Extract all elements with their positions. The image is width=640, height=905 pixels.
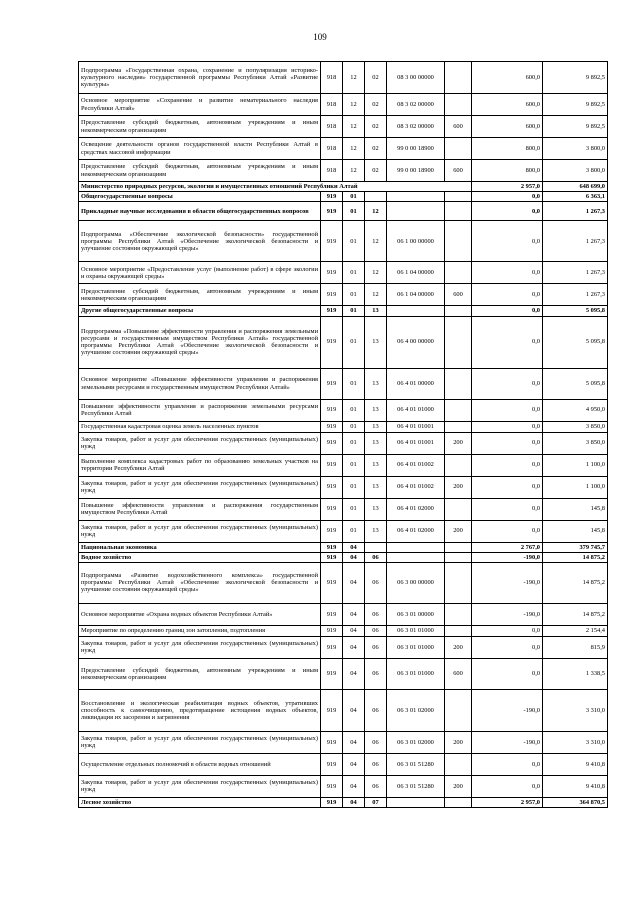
- row-sum-current-cell: 600,0: [472, 116, 543, 138]
- row-admin-code-cell: 919: [321, 625, 343, 636]
- table-row: [79, 160, 608, 182]
- row-subsection-cell: 13: [365, 520, 387, 542]
- row-subsection-cell: 13: [365, 316, 387, 368]
- table-row: [79, 116, 608, 138]
- row-sum-current-cell: 2 957,0: [472, 182, 543, 192]
- row-target-article-cell: 06 4 01 02000: [387, 498, 445, 520]
- row-section-cell: 04: [343, 797, 365, 807]
- row-name-cell: Закупка товаров, работ и услуг для обеспечения государственных (муниципальных) нужд: [79, 520, 321, 542]
- row-section-cell: 04: [343, 603, 365, 625]
- row-sum-current-cell: 2 767,0: [472, 542, 543, 552]
- row-name-cell: Прикладные научные исследования в области общегосударственных вопросов: [79, 202, 321, 221]
- row-subsection-cell: 13: [365, 421, 387, 432]
- row-section-cell: 01: [343, 192, 365, 202]
- row-section-cell: 04: [343, 689, 365, 731]
- row-name-cell: Выполнение комплекса кадастровых работ по образованию земельных участков на территории Республики Алтай: [79, 454, 321, 476]
- row-name-cell: Лесное хозяйство: [79, 797, 321, 807]
- row-admin-code-cell: 919: [321, 306, 343, 316]
- row-target-article-cell: 06 1 04 00000: [387, 262, 445, 284]
- row-name-cell: Основное мероприятие «Охрана водных объектов Республики Алтай»: [79, 603, 321, 625]
- row-name-cell: Министерство природных ресурсов, экологии и имущественных отношений Республики Алтай: [79, 182, 472, 192]
- row-sum-next-cell: 1 267,3: [543, 202, 608, 221]
- row-admin-code-cell: 918: [321, 94, 343, 116]
- row-subsection-cell: 13: [365, 399, 387, 421]
- row-subsection-cell: 02: [365, 62, 387, 94]
- table-row: [79, 94, 608, 116]
- row-section-cell: 01: [343, 221, 365, 262]
- row-name-cell: Основное мероприятие «Сохранение и развитие нематериального наследия Республики Алтай»: [79, 94, 321, 116]
- row-name-cell: Предоставление субсидий бюджетным, автономным учреждениям и иным некоммерческим организациям: [79, 160, 321, 182]
- row-subsection-cell: 07: [365, 797, 387, 807]
- row-section-cell: 12: [343, 94, 365, 116]
- table-row: [79, 476, 608, 498]
- row-section-cell: 01: [343, 262, 365, 284]
- table-row: [79, 797, 608, 807]
- row-admin-code-cell: 919: [321, 542, 343, 552]
- table-row: [79, 636, 608, 658]
- row-expense-type-cell: [445, 542, 472, 552]
- row-expense-type-cell: [445, 221, 472, 262]
- table-row: [79, 658, 608, 689]
- row-subsection-cell: 06: [365, 658, 387, 689]
- row-sum-next-cell: 145,8: [543, 520, 608, 542]
- row-section-cell: 04: [343, 552, 365, 562]
- row-sum-next-cell: 9 892,5: [543, 116, 608, 138]
- row-subsection-cell: [365, 542, 387, 552]
- row-target-article-cell: 06 4 01 01001: [387, 432, 445, 454]
- row-admin-code-cell: 919: [321, 797, 343, 807]
- row-name-cell: Закупка товаров, работ и услуг для обеспечения государственных (муниципальных) нужд: [79, 432, 321, 454]
- row-expense-type-cell: 200: [445, 432, 472, 454]
- row-subsection-cell: 02: [365, 160, 387, 182]
- row-admin-code-cell: 919: [321, 731, 343, 753]
- row-admin-code-cell: 919: [321, 753, 343, 775]
- row-section-cell: 01: [343, 316, 365, 368]
- row-sum-current-cell: 0,0: [472, 221, 543, 262]
- row-sum-current-cell: 0,0: [472, 202, 543, 221]
- row-subsection-cell: 06: [365, 753, 387, 775]
- row-sum-current-cell: 600,0: [472, 94, 543, 116]
- row-sum-next-cell: 145,8: [543, 498, 608, 520]
- row-target-article-cell: 06 1 04 00000: [387, 284, 445, 306]
- row-sum-current-cell: 0,0: [472, 368, 543, 399]
- row-sum-current-cell: -190,0: [472, 731, 543, 753]
- table-row: [79, 498, 608, 520]
- table-row: [79, 221, 608, 262]
- row-subsection-cell: 02: [365, 94, 387, 116]
- row-sum-current-cell: 0,0: [472, 625, 543, 636]
- row-sum-current-cell: 0,0: [472, 476, 543, 498]
- row-sum-current-cell: -190,0: [472, 689, 543, 731]
- row-admin-code-cell: 919: [321, 520, 343, 542]
- row-section-cell: 01: [343, 368, 365, 399]
- row-name-cell: Осуществление отдельных полномочий в области водных отношений: [79, 753, 321, 775]
- row-section-cell: 12: [343, 62, 365, 94]
- row-sum-next-cell: 364 870,5: [543, 797, 608, 807]
- row-target-article-cell: 06 3 01 00000: [387, 603, 445, 625]
- row-expense-type-cell: [445, 753, 472, 775]
- row-expense-type-cell: [445, 192, 472, 202]
- row-admin-code-cell: 919: [321, 603, 343, 625]
- row-admin-code-cell: 919: [321, 689, 343, 731]
- row-expense-type-cell: [445, 368, 472, 399]
- row-target-article-cell: 06 4 01 01000: [387, 399, 445, 421]
- row-target-article-cell: 06 4 01 01002: [387, 454, 445, 476]
- row-expense-type-cell: 600: [445, 116, 472, 138]
- row-section-cell: 12: [343, 160, 365, 182]
- row-admin-code-cell: 918: [321, 116, 343, 138]
- row-name-cell: Водное хозяйство: [79, 552, 321, 562]
- row-name-cell: Другие общегосударственные вопросы: [79, 306, 321, 316]
- row-expense-type-cell: [445, 306, 472, 316]
- row-expense-type-cell: [445, 202, 472, 221]
- row-admin-code-cell: 918: [321, 138, 343, 160]
- row-section-cell: 04: [343, 562, 365, 603]
- row-expense-type-cell: [445, 498, 472, 520]
- row-target-article-cell: 99 0 00 18900: [387, 138, 445, 160]
- row-name-cell: Основное мероприятие «Предоставление услуг (выполнение работ) в сфере экологии и охраны окружающей среды»: [79, 262, 321, 284]
- row-name-cell: Закупка товаров, работ и услуг для обеспечения государственных (муниципальных) нужд: [79, 476, 321, 498]
- row-admin-code-cell: 919: [321, 284, 343, 306]
- row-section-cell: 04: [343, 753, 365, 775]
- table-row: [79, 138, 608, 160]
- table-row: [79, 421, 608, 432]
- row-expense-type-cell: [445, 454, 472, 476]
- row-expense-type-cell: 600: [445, 658, 472, 689]
- row-expense-type-cell: [445, 262, 472, 284]
- row-subsection-cell: 06: [365, 625, 387, 636]
- table-row: [79, 542, 608, 552]
- row-section-cell: 01: [343, 306, 365, 316]
- row-name-cell: Подпрограмма «Государственная охрана, сохранение и популяризация историко-культурного наследия» государственной программы Республики Алтай «Развитие культуры»: [79, 62, 321, 94]
- table-row: [79, 731, 608, 753]
- row-subsection-cell: 13: [365, 368, 387, 399]
- row-sum-current-cell: 0,0: [472, 753, 543, 775]
- row-section-cell: 01: [343, 498, 365, 520]
- row-expense-type-cell: 600: [445, 284, 472, 306]
- row-sum-current-cell: 0,0: [472, 306, 543, 316]
- table-row: [79, 192, 608, 202]
- row-subsection-cell: 06: [365, 636, 387, 658]
- row-sum-next-cell: 5 095,8: [543, 368, 608, 399]
- row-name-cell: Освещение деятельности органов государственной власти Республики Алтай в средствах массовой информации: [79, 138, 321, 160]
- row-target-article-cell: 08 3 02 00000: [387, 94, 445, 116]
- row-subsection-cell: 13: [365, 498, 387, 520]
- row-target-article-cell: 06 1 00 00000: [387, 221, 445, 262]
- row-sum-next-cell: 815,9: [543, 636, 608, 658]
- row-sum-current-cell: 600,0: [472, 62, 543, 94]
- row-sum-current-cell: 0,0: [472, 192, 543, 202]
- row-sum-next-cell: 648 699,0: [543, 182, 608, 192]
- row-name-cell: Основное мероприятие «Повышение эффективности управления и распоряжения земельными ресурсами и государственным имуществом Республики Алтай»: [79, 368, 321, 399]
- budget-table: [78, 61, 608, 808]
- row-name-cell: Закупка товаров, работ и услуг для обеспечения государственных (муниципальных) нужд: [79, 775, 321, 797]
- row-sum-current-cell: 0,0: [472, 262, 543, 284]
- row-section-cell: 01: [343, 284, 365, 306]
- row-admin-code-cell: 919: [321, 454, 343, 476]
- row-subsection-cell: 13: [365, 476, 387, 498]
- row-sum-next-cell: 1 100,0: [543, 454, 608, 476]
- row-expense-type-cell: [445, 797, 472, 807]
- row-section-cell: 01: [343, 202, 365, 221]
- row-name-cell: Предоставление субсидий бюджетным, автономным учреждениям и иным некоммерческим организациям: [79, 658, 321, 689]
- row-subsection-cell: 06: [365, 775, 387, 797]
- row-admin-code-cell: 919: [321, 775, 343, 797]
- table-row: [79, 262, 608, 284]
- row-target-article-cell: [387, 192, 445, 202]
- row-sum-current-cell: 0,0: [472, 399, 543, 421]
- row-sum-next-cell: 3 310,0: [543, 731, 608, 753]
- row-subsection-cell: 12: [365, 202, 387, 221]
- row-admin-code-cell: 919: [321, 498, 343, 520]
- table-row: [79, 432, 608, 454]
- row-admin-code-cell: 919: [321, 636, 343, 658]
- row-name-cell: Общегосударственные вопросы: [79, 192, 321, 202]
- row-section-cell: 01: [343, 399, 365, 421]
- row-target-article-cell: 06 4 01 00000: [387, 368, 445, 399]
- row-sum-current-cell: 0,0: [472, 316, 543, 368]
- row-target-article-cell: 06 4 00 00000: [387, 316, 445, 368]
- row-sum-current-cell: 0,0: [472, 454, 543, 476]
- row-sum-next-cell: 3 850,0: [543, 421, 608, 432]
- row-target-article-cell: 06 3 01 51280: [387, 775, 445, 797]
- row-name-cell: Повышение эффективности управления и распоряжения государственным имуществом Республики Алтай: [79, 498, 321, 520]
- row-admin-code-cell: 919: [321, 552, 343, 562]
- table-row: [79, 284, 608, 306]
- row-target-article-cell: 06 3 01 02000: [387, 689, 445, 731]
- row-expense-type-cell: [445, 399, 472, 421]
- table-row: [79, 306, 608, 316]
- row-section-cell: 04: [343, 636, 365, 658]
- row-name-cell: Мероприятие по определению границ зон затопления, подтопления: [79, 625, 321, 636]
- row-sum-current-cell: 0,0: [472, 520, 543, 542]
- table-row: [79, 454, 608, 476]
- row-subsection-cell: 13: [365, 454, 387, 476]
- row-expense-type-cell: [445, 689, 472, 731]
- table-row: [79, 689, 608, 731]
- row-admin-code-cell: 919: [321, 562, 343, 603]
- row-sum-next-cell: 6 363,1: [543, 192, 608, 202]
- row-sum-current-cell: 0,0: [472, 658, 543, 689]
- table-row: [79, 520, 608, 542]
- row-admin-code-cell: 919: [321, 368, 343, 399]
- row-admin-code-cell: 918: [321, 62, 343, 94]
- row-section-cell: 01: [343, 520, 365, 542]
- row-admin-code-cell: 919: [321, 399, 343, 421]
- row-sum-next-cell: 2 154,4: [543, 625, 608, 636]
- row-name-cell: Национальная экономика: [79, 542, 321, 552]
- row-sum-next-cell: 3 310,0: [543, 689, 608, 731]
- row-target-article-cell: [387, 306, 445, 316]
- row-name-cell: Предоставление субсидий бюджетным, автономным учреждениям и иным некоммерческим организациям: [79, 116, 321, 138]
- table-row: [79, 562, 608, 603]
- row-admin-code-cell: 919: [321, 658, 343, 689]
- row-subsection-cell: 12: [365, 262, 387, 284]
- row-target-article-cell: 08 3 02 00000: [387, 116, 445, 138]
- row-section-cell: 01: [343, 454, 365, 476]
- table-row: [79, 775, 608, 797]
- row-sum-next-cell: 5 095,8: [543, 316, 608, 368]
- row-target-article-cell: 99 0 00 18900: [387, 160, 445, 182]
- row-section-cell: 04: [343, 658, 365, 689]
- row-subsection-cell: 06: [365, 552, 387, 562]
- row-sum-current-cell: -190,0: [472, 552, 543, 562]
- row-admin-code-cell: 919: [321, 316, 343, 368]
- row-target-article-cell: 06 4 01 02000: [387, 520, 445, 542]
- row-section-cell: 04: [343, 775, 365, 797]
- row-subsection-cell: 12: [365, 284, 387, 306]
- row-expense-type-cell: [445, 552, 472, 562]
- row-sum-current-cell: 0,0: [472, 775, 543, 797]
- row-name-cell: Подпрограмма «Повышение эффективности управления и распоряжения земельными ресурсами и государственным имуществом Республики Алтай» государственной программы Республики Алтай «Обеспечение экологической безопасности и улучшение состояния окружающей среды»: [79, 316, 321, 368]
- table-row: [79, 62, 608, 94]
- row-sum-next-cell: 14 875,2: [543, 562, 608, 603]
- row-name-cell: Подпрограмма «Обеспечение экологической безопасности» государственной программы Республики Алтай «Обеспечение экологической безопасности и улучшение состояния окружающей среды»: [79, 221, 321, 262]
- row-admin-code-cell: 919: [321, 476, 343, 498]
- row-section-cell: 04: [343, 542, 365, 552]
- row-target-article-cell: [387, 797, 445, 807]
- row-target-article-cell: 06 3 01 51280: [387, 753, 445, 775]
- row-subsection-cell: 06: [365, 689, 387, 731]
- row-expense-type-cell: 200: [445, 476, 472, 498]
- row-sum-next-cell: 1 267,3: [543, 284, 608, 306]
- row-sum-next-cell: 9 410,8: [543, 775, 608, 797]
- row-section-cell: 01: [343, 476, 365, 498]
- row-sum-current-cell: 0,0: [472, 432, 543, 454]
- row-expense-type-cell: [445, 94, 472, 116]
- row-sum-current-cell: 0,0: [472, 498, 543, 520]
- table-row: [79, 625, 608, 636]
- row-expense-type-cell: [445, 562, 472, 603]
- row-sum-current-cell: 2 957,0: [472, 797, 543, 807]
- row-admin-code-cell: 918: [321, 160, 343, 182]
- row-subsection-cell: 06: [365, 603, 387, 625]
- row-admin-code-cell: 919: [321, 192, 343, 202]
- row-sum-current-cell: 0,0: [472, 421, 543, 432]
- row-sum-current-cell: -190,0: [472, 603, 543, 625]
- row-section-cell: 01: [343, 432, 365, 454]
- row-expense-type-cell: 200: [445, 775, 472, 797]
- row-sum-current-cell: 800,0: [472, 160, 543, 182]
- row-name-cell: Предоставление субсидий бюджетным, автономным учреждениям и иным некоммерческим организациям: [79, 284, 321, 306]
- row-subsection-cell: 13: [365, 306, 387, 316]
- row-sum-current-cell: 800,0: [472, 138, 543, 160]
- row-subsection-cell: 02: [365, 138, 387, 160]
- row-sum-next-cell: 14 875,2: [543, 603, 608, 625]
- row-sum-next-cell: 379 745,7: [543, 542, 608, 552]
- row-subsection-cell: 13: [365, 432, 387, 454]
- row-section-cell: 12: [343, 138, 365, 160]
- row-target-article-cell: 06 3 01 01000: [387, 636, 445, 658]
- row-sum-next-cell: 3 800,0: [543, 160, 608, 182]
- table-row: [79, 753, 608, 775]
- row-admin-code-cell: 919: [321, 432, 343, 454]
- page-number: 109: [313, 32, 327, 42]
- table-row: [79, 202, 608, 221]
- row-target-article-cell: 06 3 01 01000: [387, 658, 445, 689]
- row-sum-next-cell: 9 892,5: [543, 62, 608, 94]
- row-subsection-cell: [365, 192, 387, 202]
- row-target-article-cell: 06 4 01 01002: [387, 476, 445, 498]
- table-row: [79, 368, 608, 399]
- row-sum-next-cell: 1 100,0: [543, 476, 608, 498]
- row-target-article-cell: 06 3 00 00000: [387, 562, 445, 603]
- row-section-cell: 04: [343, 625, 365, 636]
- row-expense-type-cell: 200: [445, 520, 472, 542]
- row-target-article-cell: [387, 542, 445, 552]
- row-subsection-cell: 02: [365, 116, 387, 138]
- row-target-article-cell: 06 3 01 01000: [387, 625, 445, 636]
- row-subsection-cell: 06: [365, 731, 387, 753]
- row-target-article-cell: 08 3 00 00000: [387, 62, 445, 94]
- row-sum-next-cell: 3 850,0: [543, 432, 608, 454]
- row-expense-type-cell: [445, 421, 472, 432]
- row-admin-code-cell: 919: [321, 202, 343, 221]
- row-name-cell: Подпрограмма «Развитие водохозяйственного комплекса» государственной программы Республики Алтай «Обеспечение экологической безопасности и улучшение состояния окружающей среды»: [79, 562, 321, 603]
- row-subsection-cell: 06: [365, 562, 387, 603]
- row-expense-type-cell: [445, 316, 472, 368]
- row-expense-type-cell: [445, 625, 472, 636]
- row-name-cell: Закупка товаров, работ и услуг для обеспечения государственных (муниципальных) нужд: [79, 731, 321, 753]
- row-target-article-cell: 06 4 01 01001: [387, 421, 445, 432]
- row-sum-current-cell: -190,0: [472, 562, 543, 603]
- row-admin-code-cell: 919: [321, 262, 343, 284]
- row-expense-type-cell: [445, 138, 472, 160]
- row-sum-next-cell: 4 950,0: [543, 399, 608, 421]
- row-target-article-cell: [387, 552, 445, 562]
- row-expense-type-cell: 200: [445, 731, 472, 753]
- row-sum-next-cell: 9 892,5: [543, 94, 608, 116]
- row-admin-code-cell: 919: [321, 421, 343, 432]
- row-section-cell: 04: [343, 731, 365, 753]
- row-expense-type-cell: [445, 603, 472, 625]
- row-name-cell: Восстановление и экологическая реабилитация водных объектов, утративших способность к самоочищению, предотвращение истощения водных объектов, ликвидация их засорения и загрязнения: [79, 689, 321, 731]
- row-sum-next-cell: 9 410,8: [543, 753, 608, 775]
- row-sum-next-cell: 3 800,0: [543, 138, 608, 160]
- row-name-cell: Закупка товаров, работ и услуг для обеспечения государственных (муниципальных) нужд: [79, 636, 321, 658]
- row-sum-next-cell: 1 267,3: [543, 221, 608, 262]
- row-admin-code-cell: 919: [321, 221, 343, 262]
- row-sum-current-cell: 0,0: [472, 284, 543, 306]
- row-section-cell: 01: [343, 421, 365, 432]
- row-sum-next-cell: 1 267,3: [543, 262, 608, 284]
- table-row: [79, 552, 608, 562]
- table-row: [79, 316, 608, 368]
- row-section-cell: 12: [343, 116, 365, 138]
- row-target-article-cell: [387, 202, 445, 221]
- row-expense-type-cell: 600: [445, 160, 472, 182]
- row-sum-next-cell: 1 338,5: [543, 658, 608, 689]
- table-row: [79, 603, 608, 625]
- row-expense-type-cell: 200: [445, 636, 472, 658]
- row-expense-type-cell: [445, 62, 472, 94]
- row-sum-next-cell: 14 875,2: [543, 552, 608, 562]
- row-sum-next-cell: 5 095,8: [543, 306, 608, 316]
- table-row: [79, 399, 608, 421]
- row-target-article-cell: 06 3 01 02000: [387, 731, 445, 753]
- row-name-cell: Государственная кадастровая оценка земель населенных пунктов: [79, 421, 321, 432]
- row-name-cell: Повышение эффективности управления и распоряжения земельными ресурсами Республики Алтай: [79, 399, 321, 421]
- table-row: [79, 182, 608, 192]
- row-subsection-cell: 12: [365, 221, 387, 262]
- row-sum-current-cell: 0,0: [472, 636, 543, 658]
